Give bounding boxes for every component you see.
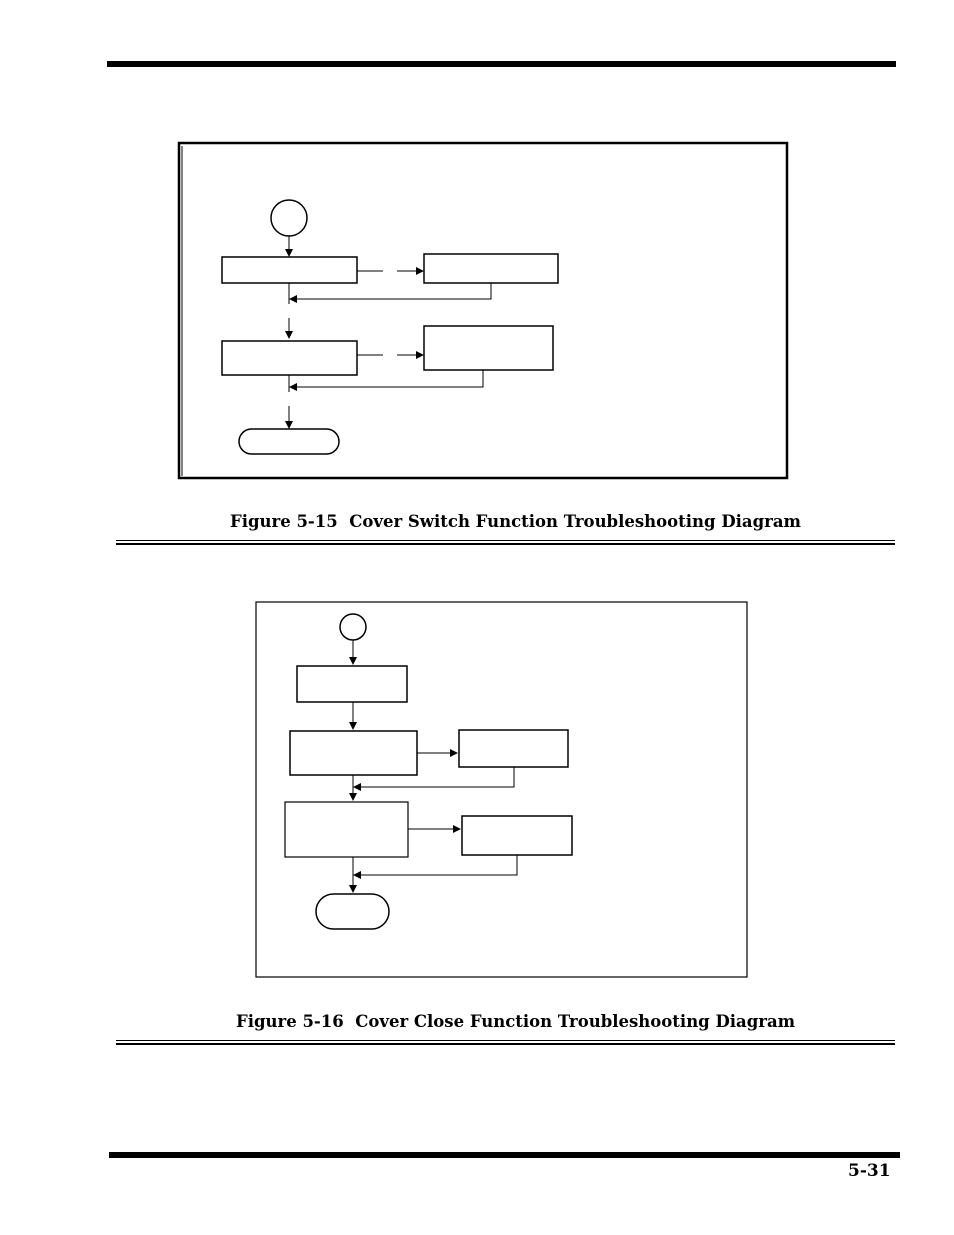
figure-5-16-caption: Figure 5-16 Cover Close Function Troubleshooting Diagram <box>236 1012 796 1031</box>
fig16-action1-box <box>459 730 568 767</box>
fig15-step2-box <box>222 341 357 375</box>
page-number: 5-31 <box>848 1161 891 1181</box>
figure-5-15-diagram <box>179 143 787 478</box>
fig15-start-connector <box>271 200 307 236</box>
fig15-end-terminator <box>239 429 339 454</box>
fig15-step1-box <box>222 257 357 283</box>
fig16-end-terminator <box>316 894 389 929</box>
figure-5-15-caption: Figure 5-15 Cover Switch Function Troubleshooting Diagram <box>230 512 801 531</box>
fig15-action2-box <box>424 326 553 370</box>
fig16-action2-box <box>462 816 572 855</box>
figure-5-16-separator <box>116 1040 895 1045</box>
fig16-step3-box <box>285 802 408 857</box>
fig16-step2-box <box>290 731 417 775</box>
fig16-step1-box <box>297 666 407 702</box>
figure-5-15-frame <box>179 143 787 478</box>
figure-5-16-diagram <box>256 602 747 977</box>
footer-rule <box>109 1152 900 1158</box>
fig15-action1-box <box>424 254 558 283</box>
figure-5-15-separator <box>116 540 895 545</box>
figure-5-16-frame <box>256 602 747 977</box>
fig16-start-connector <box>340 614 366 640</box>
